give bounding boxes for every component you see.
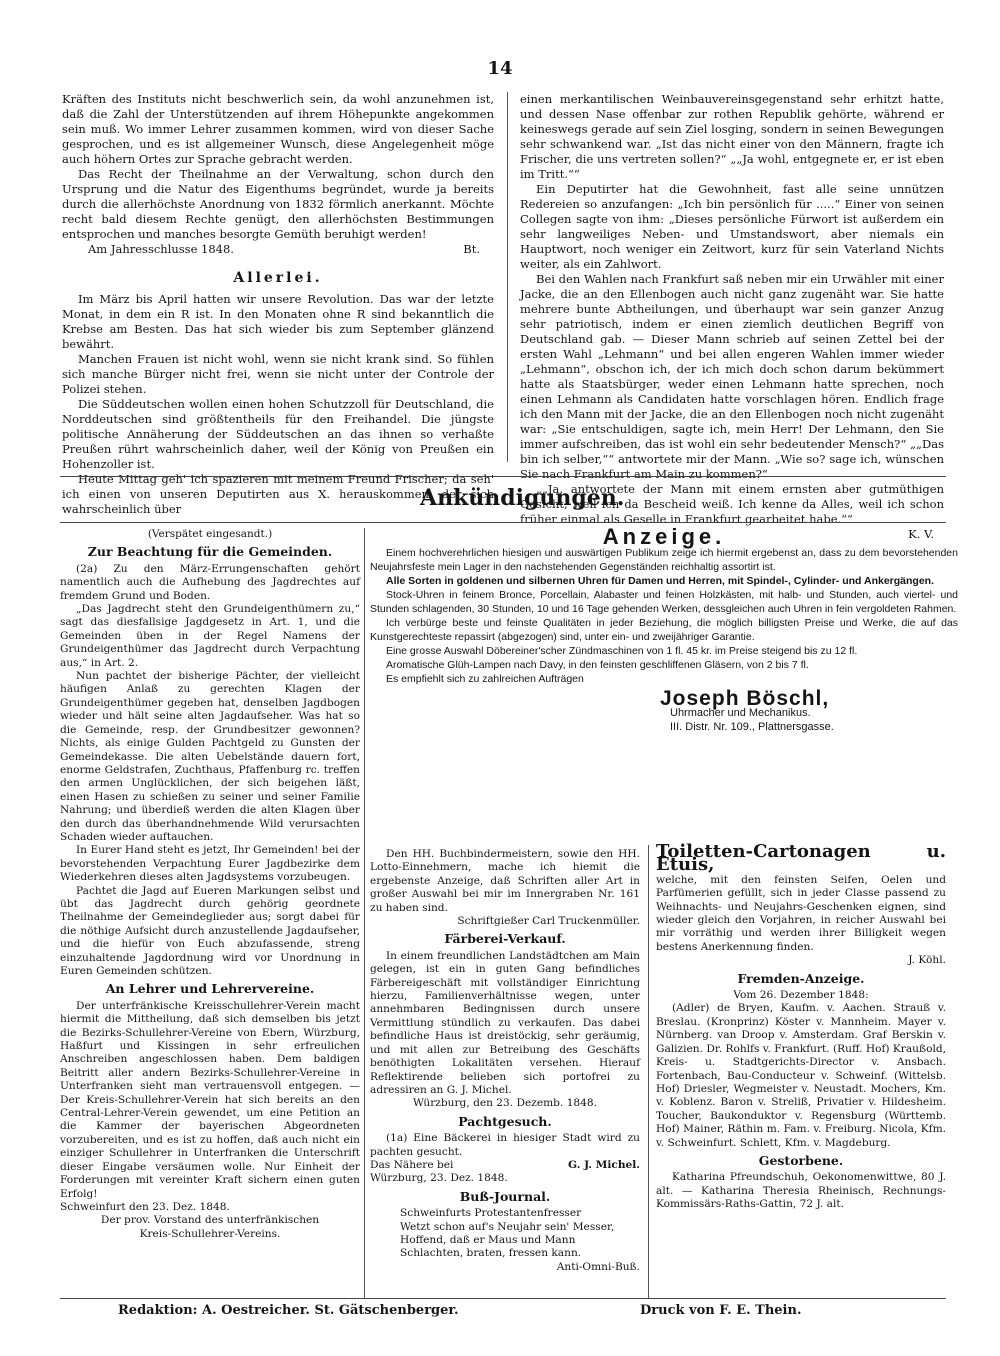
section-divider [60, 522, 946, 523]
paragraph: „Das Jagdrecht steht den Grundeigenthümern zu,“ sagt das diesfallsige Jagdgesetz in Art. 1, und die Gemeinden üben in der Regel Namens der Grundeigenthümer das Jagdrecht durch Verpachtung aus,“ in Art. 2. [60, 603, 360, 669]
paragraph: „„Ja, antwortete der Mann mit einem ernsten aber gutmüthigen Gesicht, weil ich da Bescheid weiß. Ich kenne da Alles, weil ich schon früher einmal als Geselle in Frankfurt gearbeitet habe.““ [520, 482, 944, 526]
date-line: Würzburg, 23. Dez. 1848. [370, 1172, 508, 1185]
ankuendigungen-title: Ankündigungen. [420, 485, 625, 511]
footer-divider [60, 1298, 946, 1299]
paragraph: Stock-Uhren in feinem Bronce, Porcellain, Alabaster und feinen Holzkästen, mit halb- und Stunden, auch viertel- und Stunden schlagenden, 30 Stunden, 10 und 16 Tage gehenden Werken, dessgleichen auch Uhren in fein vergoldeten Rahmen. [370, 589, 958, 615]
top-left-column [62, 92, 494, 517]
contact-name: G. J. Michel. [568, 1158, 640, 1171]
pachtgesuch-title: Pachtgesuch. [458, 1113, 552, 1129]
page-number: 14 [487, 58, 513, 79]
paragraph: Manchen Frauen ist nicht wohl, wenn sie nicht krank sind. So fühlen sich manche Bürger nicht frei, wenn sie nicht unter der Controle der Polizei stehen. [62, 352, 494, 396]
paragraph: In einem freundlichen Landstädtchen am Main gelegen, ist ein in guten Gang befindliches Färbereigeschäft mit vollständiger Einrichtung hierzu, Familienverhältnisse wegen, unter annehmbaren Bedingnissen durch unsere Vermittlung stündlich zu verkaufen. Das dabei befindliche Haus ist dreistöckig, sehr geräumig, und mit allen zur Betreibung des Geschäfts benöthigten Lokalitäten versehen. Hierauf Reflektirende belieben sich portofrei zu adressiren an G. J. Michel. [370, 949, 640, 1096]
section-title-allerlei: Allerlei. [233, 270, 323, 286]
paragraph: Heute Mittag geh' ich spazieren mit meinem Freund Frischer; da seh' ich einen von unseren Deputirten aus X. herauskommen, der sich wahrscheinlich über [62, 472, 494, 516]
right-column [656, 841, 946, 1212]
paragraph: Bei den Wahlen nach Frankfurt saß neben mir ein Urwähler mit einer Jacke, die an den Ellenbogen auch nicht ganz zugenäht war. Sie hatte mehrere bunte Abtheilungen, und überhaupt war sein ganzer Anzug sehr patriotisch, indem er einen ziemlich deutlichen Begriff von Deutschland gab. — Dieser Mann schrieb auf seinen Zettel bei der ersten Wahl „Lehmann“ und bei allen engeren Wahlen immer wieder „Lehmann“, obschon ich, der ich mich doch schon darum bekümmert hatte als Staatsbürger, weder einen Lehmann hatte sprechen, noch einen Lehmann als Candidaten hatte vorschlagen hören. Endlich frage ich den Mann mit der Jacke, die an den Ellenbogen noch nicht zugenäht war: „Sie entschuldigen, sagte ich, mein Herr! Der Lehmann, den Sie immer aufschreiben, das ist wohl ein sehr bedeutender Mensch?“ „„Das bin ich selber,““ antwortete mir der Mann. „Wie so? sage ich, wünschen Sie nach Frankfurt am Main zu kommen?“ [520, 272, 944, 481]
contact-line [370, 1159, 640, 1172]
contact-label: Das Nähere bei [370, 1158, 454, 1171]
paragraph: Alle Sorten in goldenen und silbernen Uhren für Damen und Herren, mit Spindel-, Cylinder- und Ankergängen. [386, 575, 934, 587]
lehrer-title: An Lehrer und Lehrervereine. [105, 981, 315, 997]
firm-line: III. Distr. Nr. 109., Plattnersgasse. [670, 721, 834, 733]
signature-line: Der prov. Vorstand des unterfränkischen [100, 1214, 320, 1227]
late-note: (Verspätet eingesandt.) [147, 528, 273, 540]
column-divider [507, 92, 508, 462]
footer-redaktion: Redaktion: A. Oestreicher. St. Gätschenberger. [118, 1303, 459, 1318]
paragraph: Eine grosse Auswahl Döbereiner'scher Zündmaschinen von 1 fl. 45 kr. im Preise steigend bis zu 12 fl. [386, 645, 858, 657]
paragraph: (Adler) de Bryen, Kaufm. v. Aachen. Strauß v. Breslau. (Kronprinz) Köster v. Mannheim. Mayer v. Nürnberg. van Droop v. Amsterdam. Graf Berskin v. Galizien. Dr. Rohlfs v. Frankfurt. (Ruff. Hof) Kraußold, Kreis- u. Stadtgerichts-Director v. Ansbach. Fortenbach, Bau-Conducteur v. Schweinf. (Wittelsb. Hof) Driesler, Wegmeister v. Neustadt. Mochers, Km. v. Koblenz. Baron v. Streliß, Privatier v. Hildesheim. Toucher, Baukonduktor v. Regensburg (Württemb. Hof) Mainer, Räthin m. Fam. v. Freiburg. Nicola, Kfm. v. Schweinfurt. Schlett, Kfm. v. Magdeburg. [656, 1002, 946, 1149]
bottom-left-column [60, 528, 360, 1241]
verse [370, 1207, 640, 1261]
date-line: Vom 26. Dezember 1848: [733, 989, 869, 1002]
paragraph: In Eurer Hand steht es jetzt, Ihr Gemeinden! bei der bevorstehenden Verpachtung Eurer Jagdbezirke dem Wiederkehren dieses alten Jagdsystems vorzubeugen. [60, 844, 360, 884]
column-divider [364, 528, 365, 1298]
date-line: Würzburg, den 23. Dezemb. 1848. [412, 1097, 598, 1110]
paragraph: (1a) Eine Bäckerei in hiesiger Stadt wird zu pachten gesucht. [370, 1132, 640, 1158]
paragraph: Das Recht der Theilnahme an der Verwaltung, schon durch den Ursprung und die Natur des Eigenthums begründet, wurde ja bereits durch die allerhöchste Anordnung von 1832 förmlich anerkannt. Möchte recht bald diesem Rechte genügt, den allerhöchsten Bestimmungen entsprochen und manches besorgte Gemüth beruhigt werden! [62, 167, 494, 241]
paragraph: Kräften des Instituts nicht beschwerlich sein, da wohl anzunehmen ist, daß die Zahl der Unterstützenden auf ihrem Höhepunkte angekommen sein muß. Wo immer Lehrer zusammen kommen, wird von dieser Sache gesprochen, und es ist allgemeiner Wunsch, diese Angelegenheit möge auch höhern Ortes zur Sprache gebracht werden. [62, 92, 494, 166]
footer-druck: Druck von F. E. Thein. [640, 1303, 802, 1318]
paragraph: Die Süddeutschen wollen einen hohen Schutzzoll für Deutschland, die Norddeutschen sind größtentheils für den Freihandel. Die jüngste politische Annäherung der Süddeutschen an das ihnen so verhaßte Preußen rührt wahrscheinlich daher, weil der König von Preußen ein Hohenzoller ist. [62, 397, 494, 471]
faerberei-title: Färberei-Verkauf. [444, 931, 566, 947]
signoff [62, 242, 494, 257]
top-right-column [520, 92, 944, 542]
paragraph: Ein Deputirter hat die Gewohnheit, fast alle seine unnützen Redereien so anzufangen: „Ich bin persönlich für .....“ Einer von seinen Collegen sagte von ihm: „Dieses persönliche Fürwort ist außerdem ein sehr langweiliges Neben- und Umstandswort, aber niemals ein Hauptwort, noch weniger ein Zeitwort, kurz für sein Vaterland Nichts weiter, als ein Zahlwort. [520, 182, 944, 271]
signature-line: Kreis-Schullehrer-Vereins. [139, 1227, 281, 1240]
signature: J. Köhl. [908, 954, 946, 967]
paragraph: Aromatische Glüh-Lampen nach Davy, in den feinsten geschliffenen Gläsern, von 2 bis 7 fl. [386, 659, 809, 671]
paragraph: (2a) Zu den März-Errungenschaften gehört namentlich auch die Aufhebung des Jagdrechtes auf fremdem Grund und Boden. [60, 562, 360, 602]
middle-column [370, 848, 640, 1274]
signature: K. V. [908, 527, 934, 541]
verse-line: Schweinfurts Protestantenfresser [400, 1207, 582, 1220]
section-divider [60, 476, 946, 477]
firm-block [660, 687, 958, 734]
paragraph: Pachtet die Jagd auf Eueren Markungen selbst und übt das Jagdrecht durch gehörig geordnete Theilnahme der Gemeindeglieder aus; sorgt dabei für die nöthige Aufsicht durch anzustellende Jagdaufseher, und die hiefür von Euch abzufassende, streng einzuhaltende Jagdordnung wird vor Unordnung in Euren Gemeinden schützen. [60, 884, 360, 977]
paragraph: Es empfiehlt sich zu zahlreichen Aufträgen [386, 673, 584, 685]
paragraph: Einem hochverehrlichen hiesigen und auswärtigen Publikum zeige ich hiermit ergebenst an, dass zu dem bevorstehenden Neujahrsfeste mein Lager in den nachstehenden Gegenständen reichhaltig assortirt ist. [370, 547, 958, 573]
paragraph: Den HH. Buchbindermeistern, sowie den HH. Lotto-Einnehmern, mache ich hiemit die ergebenste Anzeige, daß Schriften aller Art in großer Auswahl bei mir im Innergraben Nr. 161 zu haben sind. [370, 848, 640, 914]
column-divider [648, 845, 649, 1298]
anzeige-block [370, 524, 958, 734]
paragraph: Der unterfränkische Kreisschullehrer-Verein macht hiermit die Mittheilung, daß sich demselben bis jetzt die Bezirks-Schullehrer-Vereine von Ebern, Würzburg, Haßfurt und Kissingen in sehr erfreulichen Anschreiben angeschlossen haben. Dem baldigen Beitritt aller andern Bezirks-Schullehrer-Vereine in Unterfranken sieht man vertrauensvoll entgegen. — Der Kreis-Schullehrer-Verein hat sich bereits an den Central-Lehrer-Verein gewendet, um eine Petition an die Kammer der bayerischen Abgeordneten vorzubereiten, und es ist zu hoffen, daß auch nicht ein einziger Schullehrer in Unterfranken die Unterschrift dieser Eingabe versäumen wolle. Nur Einheit der Forderungen mit vereinter Kraft sichern einen guten Erfolg! [60, 999, 360, 1200]
firm-name: Joseph Böschl, [660, 687, 830, 710]
gestorbene-title: Gestorbene. [758, 1152, 844, 1168]
paragraph: Im März bis April hatten wir unsere Revolution. Das war der letzte Monat, in dem ein R ist. In den Monaten ohne R sind bekanntlich die Krebse am Besten. Das hat sich wieder bis zum September glänzend bewährt. [62, 292, 494, 351]
paragraph: Ich verbürge beste und feinste Qualitäten in jeder Beziehung, die möglich billigsten Preise und Werke, die auf das Kunstgerechteste repassirt (abgezogen) sind, unter ein- und zweijähriger Garantie. [370, 617, 958, 643]
buss-journal-title: Buß-Journal. [459, 1188, 551, 1204]
verse-line: Schlachten, braten, fressen kann. [400, 1247, 582, 1260]
date-line: Schweinfurt den 23. Dez. 1848. [60, 1200, 230, 1213]
fremden-title: Fremden-Anzeige. [737, 970, 865, 986]
firm-line: Uhrmacher und Mechanikus. [670, 707, 811, 719]
paragraph: einen merkantilischen Weinbauvereinsgegenstand sehr erhitzt hatte, und dessen Nase offenbar zur rothen Republik gehörte, während er keineswegs gerade auf sein Ziel losging, sondern in seinen Bewegungen sehr schwankend war. „Ist das nicht einer von den Männern, fragte ich Frischer, die uns vertreten sollen?“ „„Ja wohl, entgegnete er, er ist eben im Tritt.““ [520, 92, 944, 181]
gemeinden-title: Zur Beachtung für die Gemeinden. [87, 544, 333, 560]
paragraph: welche, mit den feinsten Seifen, Oelen und Parfümerien gefüllt, sich in jeder Classe passend zu Weihnachts- und Neujahrs-Geschenken eignen, sind wieder gleich den Vorjahren, in reicher Auswahl bei mir vorräthig und werden ihrer Billigkeit wegen bestens Anerkennung finden. [656, 873, 946, 953]
anzeige-title: Anzeige. [602, 524, 726, 549]
paragraph: Katharina Pfreundschuh, Oekonomenwittwe, 80 J. alt. — Katharina Theresia Rheinisch, Rechnungs-Kommissärs-Raths-Gattin, 72 J. alt. [656, 1171, 946, 1211]
verse-line: Wetzt schon auf's Neujahr sein' Messer, [400, 1220, 615, 1233]
toiletten-title: Toiletten-Cartonagen u. Etuis, [656, 841, 946, 876]
signoff-name: Bt. [463, 242, 480, 256]
signature: Schriftgießer Carl Truckenmüller. [457, 915, 640, 928]
signoff-date: Am Jahresschlusse 1848. [88, 242, 234, 256]
paragraph: Nun pachtet der bisherige Pächter, der vielleicht häufigen Anlaß zu gerechten Klagen der Grundeigenthümer gegeben hat, denselben Jagdbogen wieder und hält seine alten Jagdaufseher. Was hat so die Gemeinde, resp. der Grundbesitzer gewonnen? Nichts, als einige Gulden Pachtgeld zu Gunsten der Gemeindekasse. Die alten Uebelstände dauern fort, enorme Geldstrafen, Zuchthaus, Pfaffenburg rc. treffen den armen Unglücklichen, der sich beigehen läßt, einen Hasen zu schießen zu seiner und seiner Familie Nahrung; und überdieß werden die alten Klagen über den durch das überhandnehmende Wild verursachten Schaden wieder auftauchen. [60, 670, 360, 843]
verse-line: Hoffend, daß er Maus und Mann [400, 1233, 576, 1246]
signature: Anti-Omni-Buß. [556, 1260, 640, 1273]
